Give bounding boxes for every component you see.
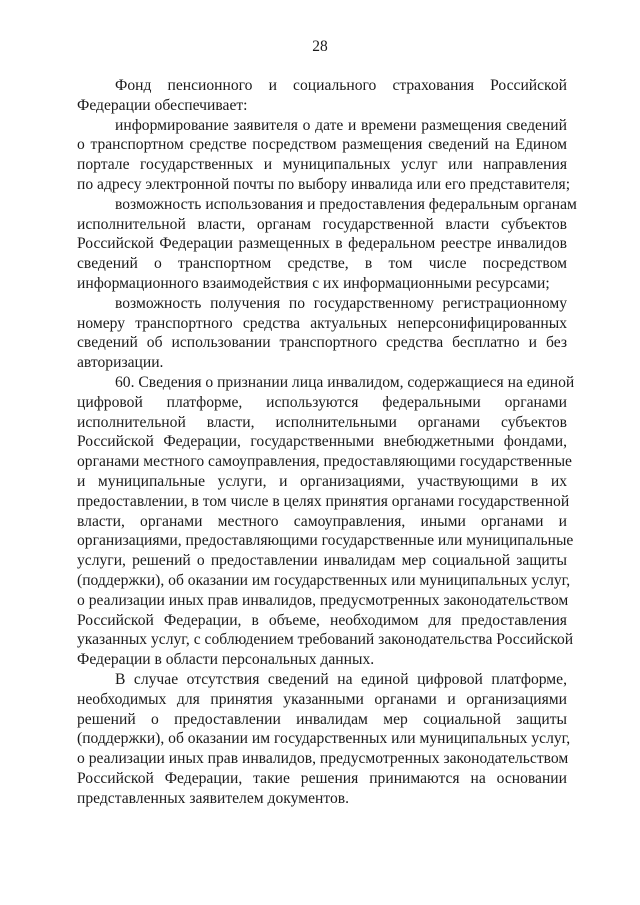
- text-line: о реализации иных прав инвалидов, предусмотренных законодательством: [77, 591, 569, 609]
- paragraph: [77, 76, 567, 116]
- text-line: представленных заявителем документов.: [77, 789, 350, 807]
- text-line: указанных услуг, с соблюдением требований законодательства Российской: [77, 631, 574, 649]
- text-line: возможность использования и предоставления федеральным органам: [115, 195, 577, 213]
- text-line: (поддержки), об оказании им государственных или муниципальных услуг,: [77, 571, 571, 589]
- paragraph: [77, 116, 571, 195]
- text-line: сведений об использовании транспортного средства бесплатно и без: [77, 334, 567, 352]
- text-line: исполнительной власти, органам государственной власти субъектов: [77, 215, 567, 233]
- text-line: авторизации.: [77, 354, 164, 372]
- text-line: информационного взаимодействия с их информационными ресурсами;: [77, 274, 550, 292]
- text-line: необходимых для принятия указанными органами и организациями: [77, 690, 567, 708]
- text-line: услуги, решений о предоставлении инвалидам мер социальной защиты: [77, 552, 567, 570]
- text-line: организациями, предоставляющими государственные или муниципальные: [77, 532, 574, 550]
- text-line: о реализации иных прав инвалидов, предусмотренных законодательством: [77, 750, 569, 768]
- text-line: информирование заявителя о дате и времени размещения сведений: [115, 116, 567, 134]
- text-line: Федерации обеспечивает:: [77, 96, 248, 114]
- text-line: о транспортном средстве посредством размещения сведений на Едином: [77, 136, 567, 154]
- text-line: и муниципальные услуги, и организациями, участвующими в их: [77, 472, 567, 490]
- text-line: возможность получения по государственному регистрационному: [115, 294, 567, 312]
- paragraph: [77, 373, 575, 670]
- text-line: исполнительной власти, исполнительными органами субъектов: [77, 413, 567, 431]
- text-line: органами местного самоуправления, предоставляющими государственные: [77, 453, 572, 471]
- document-body: [77, 76, 577, 808]
- text-line: власти, органами местного самоуправления, иными органами и: [77, 512, 567, 530]
- page-number: 28: [312, 38, 328, 55]
- text-line: (поддержки), об оказании им государственных или муниципальных услуг,: [77, 730, 571, 748]
- text-line: решений о предоставлении инвалидам мер социальной защиты: [77, 710, 567, 728]
- text-line: Российской Федерации размещенных в федеральном реестре инвалидов: [77, 235, 567, 253]
- paragraph: [77, 195, 577, 294]
- text-line: В случае отсутствия сведений на единой цифровой платформе,: [115, 670, 567, 688]
- text-line: по адресу электронной почты по выбору инвалида или его представителя;: [77, 175, 571, 193]
- text-line: Фонд пенсионного и социального страхования Российской: [115, 77, 567, 94]
- text-line: Российской Федерации, государственными внебюджетными фондами,: [77, 433, 567, 451]
- paragraph: [77, 670, 571, 809]
- text-line: цифровой платформе, используются федеральными органами: [77, 393, 567, 411]
- text-line: 60. Сведения о признании лица инвалидом, содержащиеся на единой: [115, 373, 575, 391]
- text-line: сведений о транспортном средстве, в том числе посредством: [77, 255, 567, 273]
- text-line: Российской Федерации, в объеме, необходимом для предоставления: [77, 611, 567, 629]
- text-line: номеру транспортного средства актуальных неперсонифицированных: [77, 314, 567, 332]
- text-line: портале государственных и муниципальных услуг или направления: [77, 156, 567, 174]
- text-line: Российской Федерации, такие решения принимаются на основании: [77, 769, 567, 787]
- text-line: предоставлении, в том числе в целях принятия органами государственной: [77, 492, 570, 510]
- text-line: Федерации в области персональных данных.: [77, 651, 375, 669]
- paragraph: [77, 294, 567, 373]
